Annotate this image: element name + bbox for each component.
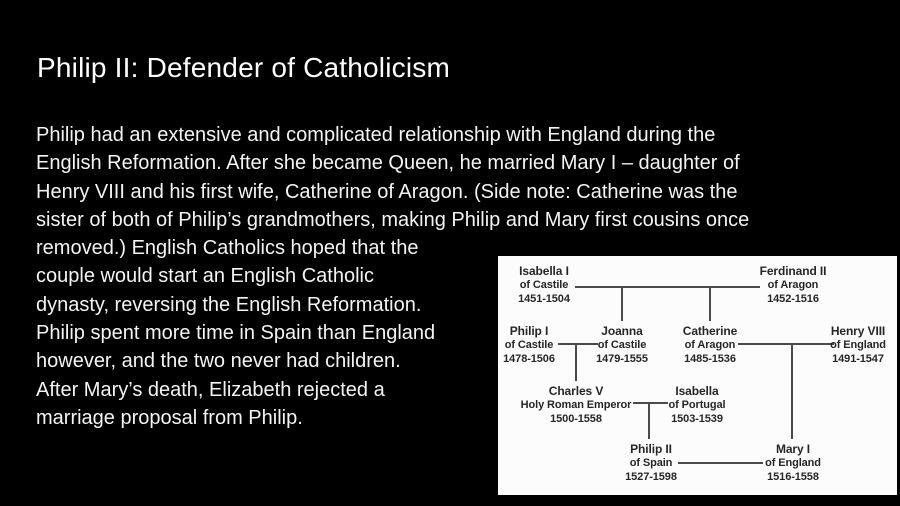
person-henry-viii — [798, 324, 900, 366]
person-years: 1516-1558 — [767, 471, 819, 483]
body-line: Henry VIII and his first wife, Catherine of Aragon. (Side note: Catherine was the — [36, 180, 738, 203]
person-detail: of England — [765, 457, 821, 469]
body-line: Philip had an extensive and complicated relationship with England during the — [36, 124, 716, 146]
person-name: Henry VIII — [830, 324, 886, 338]
body-line: however, and the two never had children. — [36, 350, 401, 373]
person-years: 1478-1506 — [503, 353, 555, 365]
slide-title: Philip II: Defender of Catholicism — [37, 52, 450, 83]
person-name: Philip II — [630, 442, 672, 456]
person-name: Charles V — [548, 384, 604, 398]
person-detail: of England — [830, 339, 886, 351]
body-line: After Mary’s death, Elizabeth rejected a — [36, 378, 385, 401]
person-detail: of Aragon — [767, 279, 819, 291]
person-detail: of Spain — [629, 457, 673, 469]
body-line: removed.) English Catholics hoped that the — [36, 237, 419, 260]
person-isabella-i — [484, 264, 604, 306]
person-name: Philip I — [509, 324, 549, 338]
person-years: 1451-1504 — [518, 293, 570, 305]
person-detail: Holy Roman Emperor — [520, 399, 632, 411]
person-mary-i — [733, 442, 853, 484]
person-detail: of Aragon — [684, 339, 736, 351]
person-name: Isabella I — [519, 264, 569, 278]
person-detail: of Castile — [597, 339, 647, 351]
person-name: Ferdinand II — [759, 264, 827, 278]
person-name: Joanna — [601, 324, 643, 338]
descent-line-to-maryi — [791, 343, 793, 439]
body-line: marriage proposal from Philip. — [36, 406, 303, 429]
person-years: 1500-1558 — [550, 413, 602, 425]
person-name: Isabella — [675, 384, 719, 398]
person-isabella-portugal — [637, 384, 757, 426]
body-line: sister of both of Philip’s grandmothers, making Philip and Mary first cousins once — [36, 208, 750, 231]
person-years: 1485-1536 — [684, 353, 736, 365]
person-years: 1503-1539 — [671, 413, 723, 425]
person-years: 1452-1516 — [767, 293, 819, 305]
body-line: Philip spent more time in Spain than England — [36, 322, 436, 345]
person-detail: of Castile — [519, 279, 569, 291]
person-detail: of Castile — [504, 339, 554, 351]
person-ferdinand-ii — [733, 264, 853, 306]
person-philip-ii — [591, 442, 711, 484]
person-charles-v — [511, 384, 641, 426]
family-tree-panel — [498, 256, 897, 495]
descent-line-to-catherine — [709, 286, 711, 321]
person-catherine — [650, 324, 770, 366]
person-years: 1527-1598 — [625, 471, 677, 483]
body-line: English Reformation. After she became Queen, he married Mary I – daughter of — [36, 152, 740, 175]
body-line: couple would start an English Catholic — [36, 265, 374, 288]
person-years: 1479-1555 — [596, 353, 648, 365]
body-line: dynasty, reversing the English Reformation. — [36, 293, 422, 316]
descent-line-to-joanna — [621, 286, 623, 321]
person-name: Mary I — [775, 442, 811, 456]
person-years: 1491-1547 — [832, 353, 884, 365]
person-name: Catherine — [682, 324, 738, 338]
person-detail: of Portugal — [668, 399, 726, 411]
